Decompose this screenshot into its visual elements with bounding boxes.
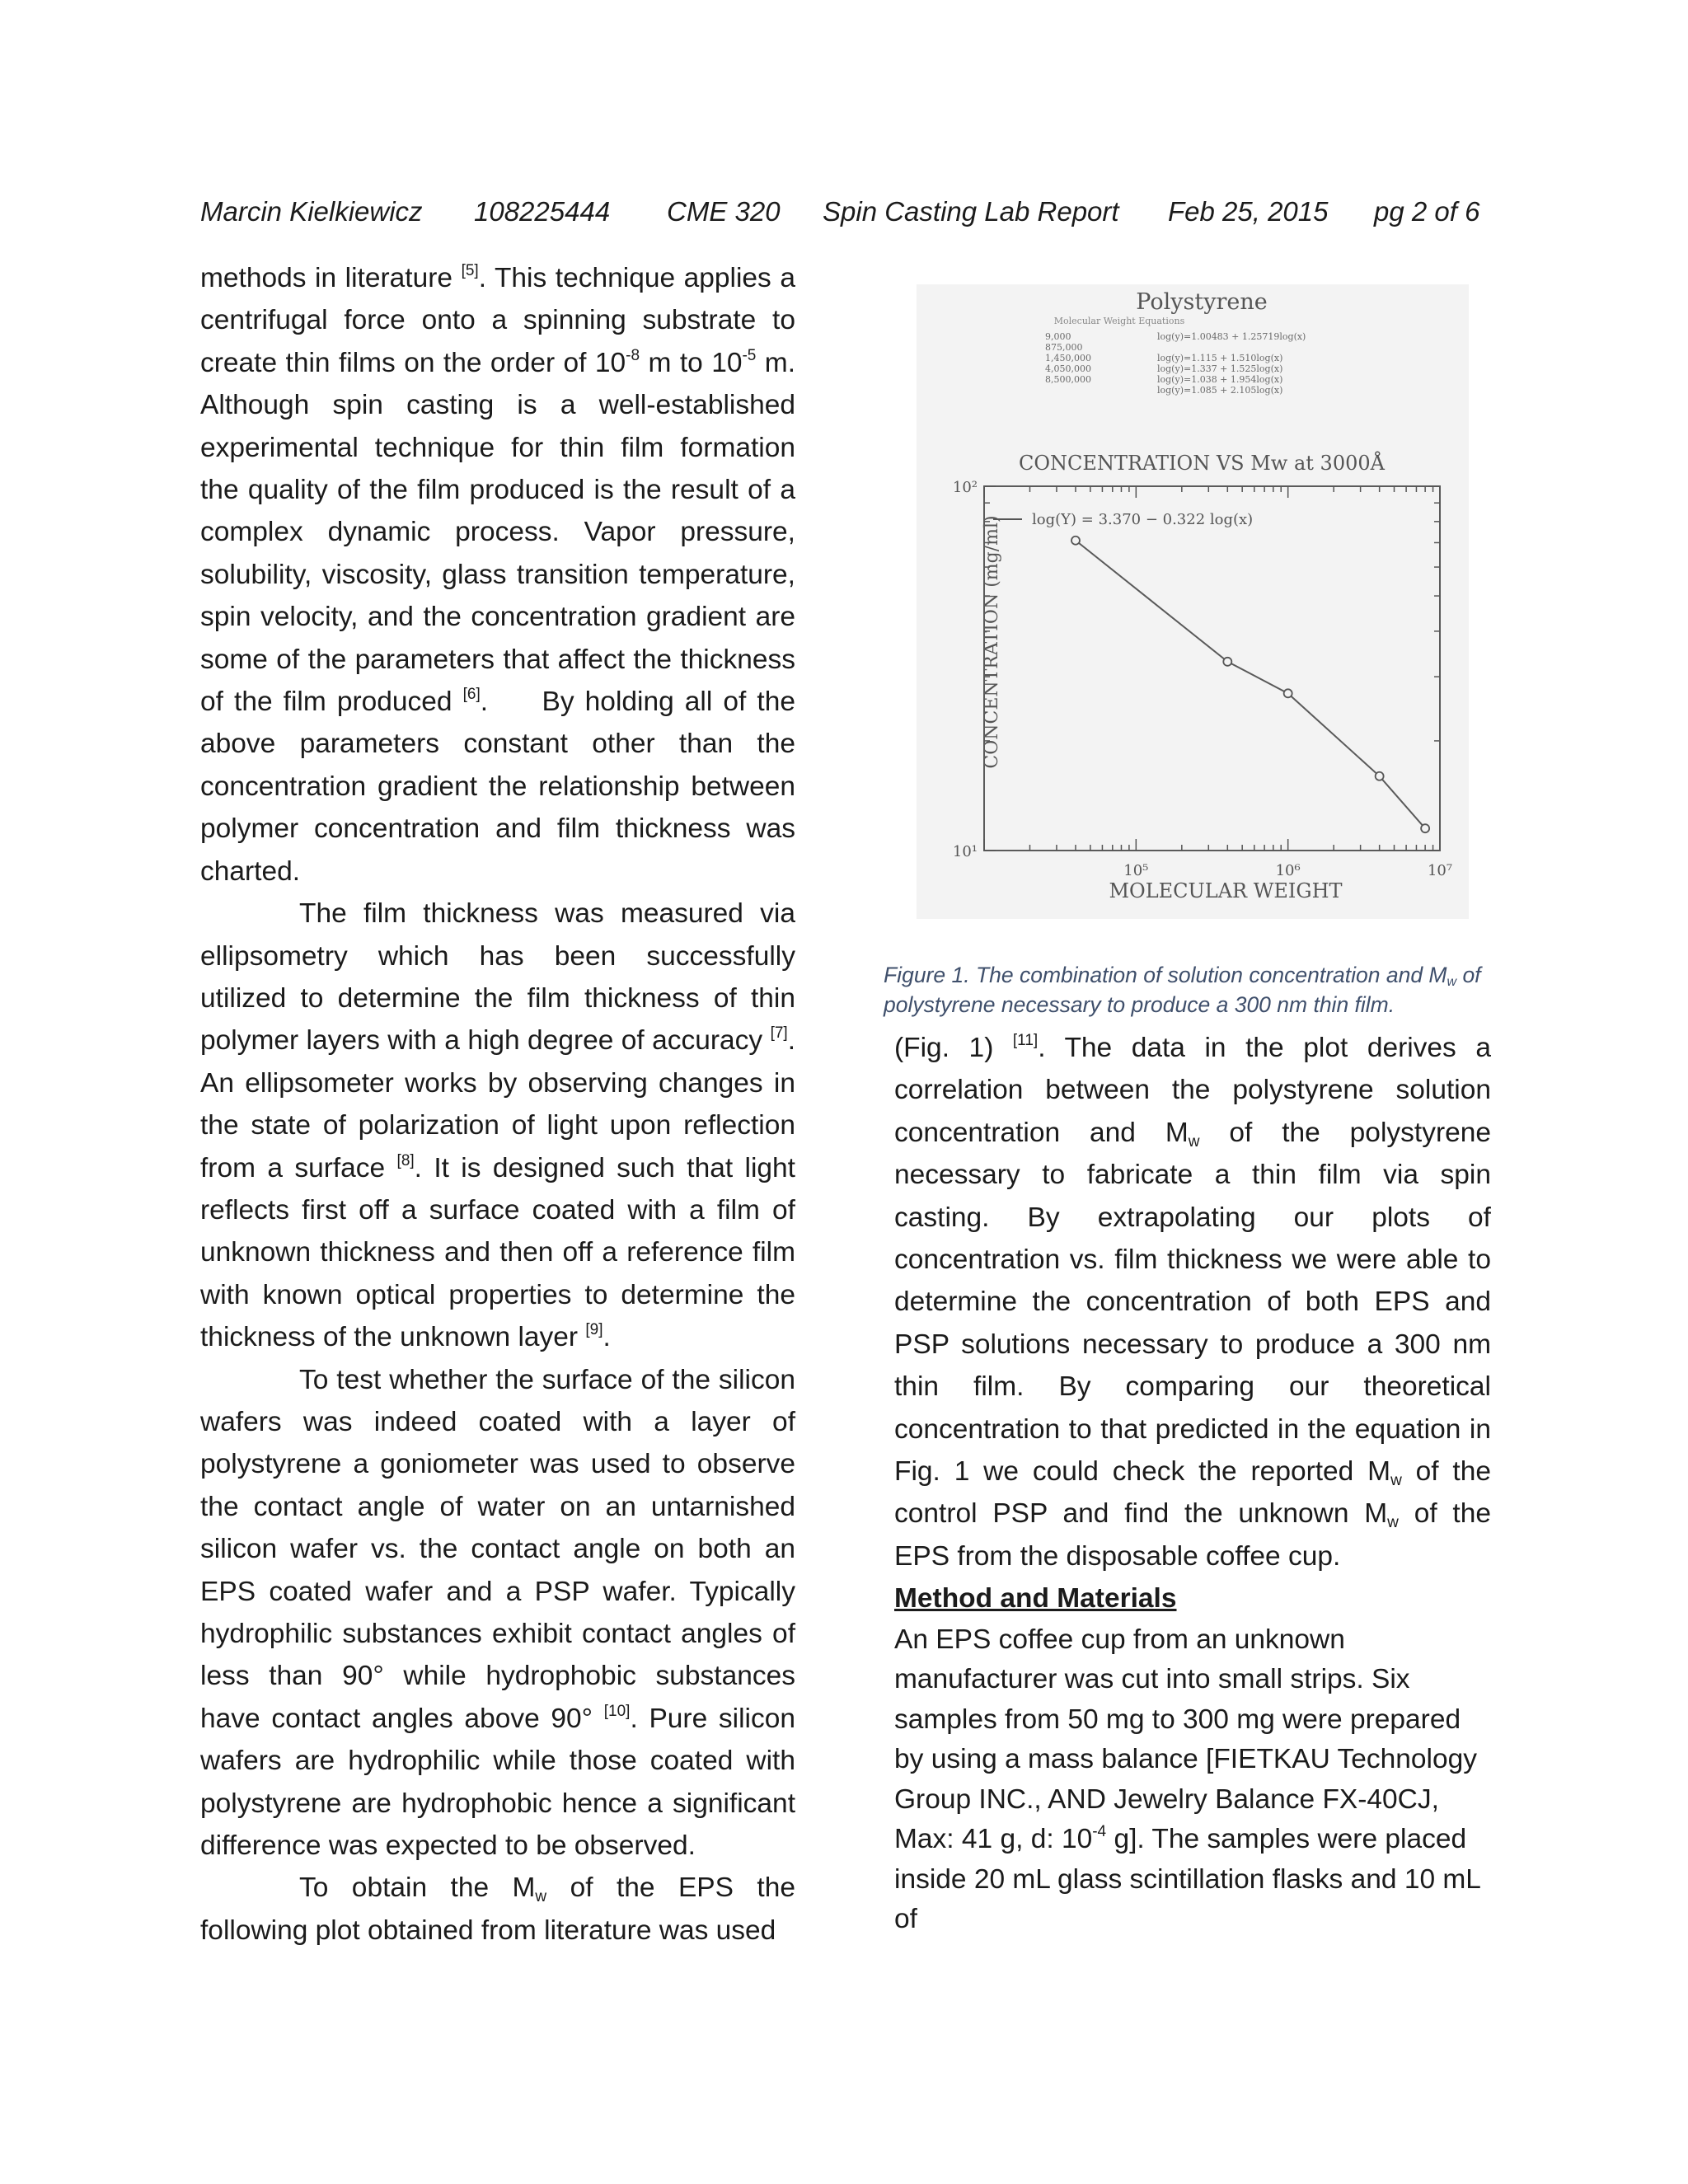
header-page-number: pg 2 of 6 bbox=[1374, 196, 1480, 227]
text: . It is designed such that light reflects first off a surface coated with a film of unknown thickness and then off a reference film with known optical properties to determine the thickness of the unknown layer bbox=[200, 1152, 795, 1353]
header-date: Feb 25, 2015 bbox=[1168, 196, 1329, 227]
data-point bbox=[1421, 824, 1429, 832]
citation: [8] bbox=[396, 1151, 415, 1169]
exponent: -8 bbox=[626, 346, 640, 364]
data-point bbox=[1376, 772, 1384, 780]
text: . bbox=[603, 1322, 611, 1353]
citation: [5] bbox=[461, 262, 479, 279]
text: . By holding all of the above parameters constant other than the concentration gradient the relationship between polymer concentration and film thickness was charted. bbox=[200, 687, 804, 887]
text: Figure 1. The combination of solution concentration and M bbox=[884, 963, 1447, 987]
paragraph-ellipsometry bbox=[200, 893, 795, 1358]
text: (Fig. 1) bbox=[894, 1033, 1013, 1063]
series-line bbox=[1076, 541, 1425, 828]
x-axis-label: MOLECULAR WEIGHT bbox=[1109, 879, 1343, 902]
table-mw-value: 4,050,000 bbox=[1045, 363, 1091, 374]
text: To obtain the M bbox=[299, 1872, 536, 1904]
right-column bbox=[894, 1027, 1491, 1940]
header-student-id: 108225444 bbox=[474, 196, 611, 227]
subscript: w bbox=[1387, 1514, 1399, 1532]
table-mw-value: 9,000 bbox=[1045, 331, 1071, 342]
y-tick-label: 10¹ bbox=[952, 843, 978, 860]
figure-polystyrene-plot bbox=[917, 284, 1469, 919]
data-point bbox=[1284, 689, 1292, 697]
text: . An ellipsometer works by observing changes in the state of polarization of light upon reflection from a surface bbox=[200, 1025, 795, 1183]
header-author: Marcin Kielkiewicz bbox=[200, 196, 423, 227]
table-equation: log(y)=1.00483 + 1.25719log(x) bbox=[1157, 331, 1306, 342]
text: methods in literature bbox=[200, 263, 462, 293]
table-equation: log(y)=1.337 + 1.525log(x) bbox=[1157, 363, 1283, 374]
x-tick-label: 10⁵ bbox=[1123, 862, 1149, 879]
subscript: w bbox=[535, 1888, 547, 1906]
data-point bbox=[1071, 537, 1080, 545]
paragraph-intro bbox=[200, 257, 804, 893]
x-tick-label: 10⁶ bbox=[1275, 862, 1301, 879]
paragraph-figure-discussion bbox=[894, 1027, 1491, 1577]
table-mw-value: 1,450,000 bbox=[1045, 353, 1091, 363]
text: To test whether the surface of the silicon wafers was indeed coated with a layer of polystyrene a goniometer was used to observe the contact angle of water on an untarnished silicon wafer vs. the contact angle on both an EPS coated wafer and a PSP wafer. Typically hydrophilic substances exhibit contact angles of less than 90° while hydrophobic substances have contact angles above 90° bbox=[200, 1364, 795, 1734]
header-course: CME 320 bbox=[667, 196, 781, 227]
axis-ticks bbox=[953, 479, 1452, 879]
left-column bbox=[200, 257, 804, 1952]
subscript: w bbox=[1447, 975, 1457, 989]
y-tick-label: 10² bbox=[952, 479, 978, 496]
text: of the control PSP and find the unknown M bbox=[894, 1456, 1491, 1530]
data-series bbox=[1071, 537, 1429, 832]
table-mw-value: 8,500,000 bbox=[1045, 374, 1091, 385]
text: of the EPS from the disposable coffee cup. bbox=[894, 1498, 1491, 1572]
subscript: w bbox=[1390, 1472, 1402, 1490]
legend-equation: log(Y) = 3.370 − 0.322 log(x) bbox=[1032, 511, 1254, 528]
page-header bbox=[200, 196, 1483, 234]
text: of the EPS the following plot obtained from literature was used bbox=[200, 1872, 795, 1946]
figure-title: Polystyrene bbox=[1136, 289, 1268, 315]
text: . The data in the plot derives a correlation between the polystyrene solution concentration and M bbox=[894, 1033, 1491, 1148]
citation: [10] bbox=[603, 1702, 631, 1720]
y-axis-label: CONCENTRATION (mg/ml) bbox=[982, 515, 1002, 769]
citation: [6] bbox=[462, 686, 481, 704]
text: of polystyrene necessary to produce a 300 nm thin film. bbox=[884, 963, 1481, 1017]
text: g]. The samples were placed inside 20 mL glass scintillation flasks and 10 mL of bbox=[894, 1824, 1480, 1935]
citation: [7] bbox=[770, 1024, 788, 1043]
subscript: w bbox=[1188, 1132, 1200, 1151]
paragraph-mw bbox=[200, 1867, 795, 1952]
figure-subtitle: Molecular Weight Equations bbox=[1053, 316, 1185, 326]
plot-frame bbox=[984, 486, 1440, 851]
text: . This technique applies a centrifugal force onto a spinning substrate to create thin films on the order of 10 bbox=[200, 263, 795, 378]
plot-title: CONCENTRATION VS Mw at 3000Å bbox=[1019, 452, 1385, 475]
paragraph-goniometer bbox=[200, 1359, 795, 1868]
text: m to 10 bbox=[640, 347, 743, 378]
x-tick-label: 10⁷ bbox=[1427, 862, 1453, 879]
citation: [11] bbox=[1012, 1032, 1039, 1049]
text: m. Although spin casting is a well-established experimental technique for thin film formation the quality of the film produced is the result of a complex dynamic process. Vapor pressure, solubility, viscosity, glass transition temperature, spin velocity, and the concentration gradient are some of the parameters that affect the thickness of the film produced bbox=[200, 347, 795, 718]
text: An EPS coffee cup from an unknown manufacturer was cut into small strips. Six samples from 50 mg to 300 mg were prepared by using a mass balance [FIETKAU Technology Group INC., AND Jewelry Balance FX-40CJ, Max: 41 g, d: 10 bbox=[894, 1624, 1477, 1855]
chart-svg bbox=[917, 284, 1469, 919]
exponent: -4 bbox=[1092, 1823, 1107, 1841]
data-point bbox=[1223, 658, 1231, 666]
text: The film thickness was measured via ellipsometry which has been successfully utilized to determine the film thickness of thin polymer layers with a high degree of accuracy bbox=[200, 898, 795, 1057]
table-equation: log(y)=1.038 + 1.954log(x) bbox=[1157, 374, 1283, 385]
citation: [9] bbox=[585, 1321, 603, 1339]
table-equation: log(y)=1.115 + 1.510log(x) bbox=[1157, 353, 1283, 363]
table-equation: log(y)=1.085 + 2.105log(x) bbox=[1157, 385, 1283, 396]
header-report-title: Spin Casting Lab Report bbox=[823, 196, 1119, 227]
section-heading: Method and Materials bbox=[894, 1583, 1177, 1615]
equation-table bbox=[1045, 331, 1306, 396]
paragraph-methods bbox=[894, 1620, 1491, 1940]
figure-caption bbox=[884, 960, 1498, 1019]
table-mw-value: 875,000 bbox=[1045, 342, 1083, 353]
exponent: -5 bbox=[742, 346, 757, 364]
text: of the polystyrene necessary to fabricate a thin film via spin casting. By extrapolating our plots of concentration vs. film thickness we were able to determine the concentration of both EPS and PSP solutions necessary to produce a 300 nm thin film. By comparing our theoretical concentration to that predicted in the equation in Fig. 1 we could check the reported M bbox=[894, 1117, 1491, 1488]
text: . Pure silicon wafers are hydrophilic while those coated with polystyrene are hydrophobic hence a significant difference was expected to be observed. bbox=[200, 1703, 795, 1862]
